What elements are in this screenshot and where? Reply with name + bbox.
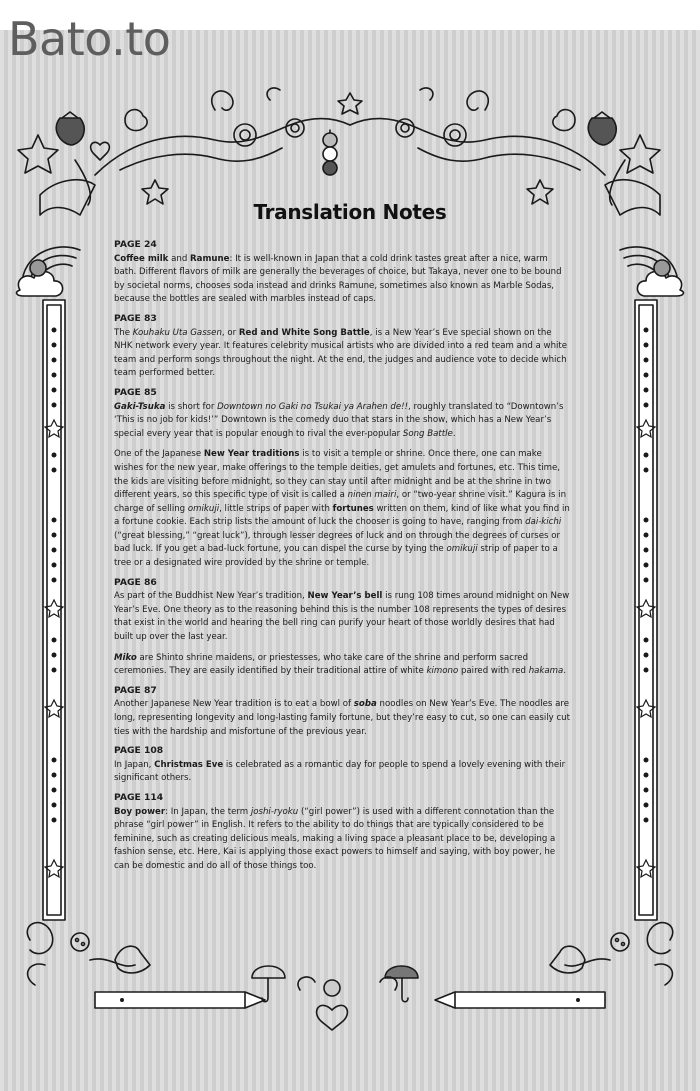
note-paragraph: In Japan, Christmas Eve is celebrated as a romantic day for people to spend a lovely evening with their significant others. <box>114 759 566 784</box>
note-paragraph: Gaki-Tsuka is short for Downtown no Gaki no Tsukai ya Arahen de!!, roughly translated to “Downtown’s ‘This is no job for kids!’” Downtown is the comedy duo that stars in the show, which has a New Year’s special every year that is popular enough to rival the ever-popular Song Battle. <box>114 401 564 439</box>
note-paragraph: Miko are Shinto shrine maidens, or priestesses, who take care of the shrine and perform sacred ceremonies. They are easily identified by their traditional attire of white kimono paired with red hakama. <box>114 652 567 677</box>
right-pillar <box>635 300 657 920</box>
swirl-icon <box>95 88 605 175</box>
bird-icon <box>553 110 575 131</box>
page-reference-heading: PAGE 24 <box>114 239 157 250</box>
translation-notes <box>114 238 570 877</box>
page-title: Translation Notes <box>253 200 447 224</box>
swirl-icon <box>27 923 672 985</box>
star-icon <box>527 135 660 204</box>
page-reference-heading: PAGE 85 <box>114 386 157 398</box>
heart-icon <box>317 1005 348 1030</box>
page-reference-heading: PAGE 87 <box>114 684 157 696</box>
dango-icon <box>323 130 337 175</box>
page-reference-heading: PAGE 108 <box>114 745 164 757</box>
flower-icon <box>338 93 362 114</box>
heart-icon <box>91 142 110 160</box>
page-reference-heading: PAGE 86 <box>114 576 157 588</box>
pencil-icon <box>95 992 605 1008</box>
sun-icon <box>30 260 46 276</box>
page-reference-heading: PAGE 114 <box>114 791 164 803</box>
button-icon <box>71 933 629 951</box>
note-paragraph: One of the Japanese New Year traditions is to visit a temple or shrine. Once there, one can make wishes for the new year, make offerings to the temple deities, get amulets and fortunes, etc. This time, the kids are visiting before midnight, so they can stay until after midnight and be at the shrine in two different years, so this specific type of visit is called a ninen mairi, or “two-year shrine visit.” Kagura is in charge of selling omikuji, little strips of paper with fortunes written on them, kind of like what you find in a fortune cookie. Each strip lists the amount of luck the chooser is going to have, ranging from dai-kichi (“great blessing,” “great luck”), through lesser degrees of luck and on through the degrees of curses or bad luck. If you get a bad-luck fortune, you can dispel the curse by tying the omikuji strip of paper to a tree or a designated wire provided by the shrine or temple. <box>114 449 570 569</box>
left-pillar <box>43 300 65 920</box>
note-paragraph: Coffee milk and Ramune: It is well-known in Japan that a cold drink tastes great after a nice, warm bath. Different flavors of milk are generally the beverages of choice, but Takaya, never one to be bound by societal norms, chooses soda instead and drinks Ramune, sometimes also known as Marble Sodas, because the bottles are sealed with marbles instead of caps. <box>114 253 562 305</box>
page-reference-heading: PAGE 83 <box>114 312 157 324</box>
site-logo[interactable]: Bato.to <box>8 12 171 66</box>
note-paragraph: As part of the Buddhist New Year’s tradition, New Year’s bell is rung 108 times around midnight on New Year’s Eve. One theory as to the reasoning behind this is the number 108 represents the types of desires that exist in the world and hearing the bell ring can purify your heart of those worldly desires that had built up over the last year. <box>114 591 570 643</box>
flower-icon <box>298 977 397 990</box>
sun-icon <box>654 260 670 276</box>
dango-icon <box>324 980 340 996</box>
note-paragraph: Boy power: In Japan, the term joshi-ryoku (“girl power”) is used with a different connotation than the phrase “girl power” in English. It refers to the ability to do things that are typically considered to be feminine, such as creating delicious meals, making a living space a pleasant place to be, developing a fashion sense, etc. Here, Kai is applying those exact powers to himself and saying, with boy power, he can be domestic and do all of those things too. <box>114 806 556 871</box>
bird-icon <box>125 110 147 131</box>
note-paragraph: Another Japanese New Year tradition is to eat a bowl of soba noodles on New Year’s Eve. The noodles are long, representing longevity and long-lasting family fortune, but they’re easy to cut, so one can easily cut ties with the hardship and misfortune of the previous year. <box>114 699 571 737</box>
hand-icon <box>115 946 585 973</box>
strawberry-icon <box>56 112 84 145</box>
note-paragraph: The Kouhaku Uta Gassen, or Red and White Song Battle, is a New Year’s Eve special shown on the NHK network every year. It features celebrity musical artists who are divided into a red team and a white team and perform songs throughout the night. At the end, the judges and audience vote to decide which team performed better. <box>114 327 568 379</box>
strawberry-icon <box>588 112 616 145</box>
